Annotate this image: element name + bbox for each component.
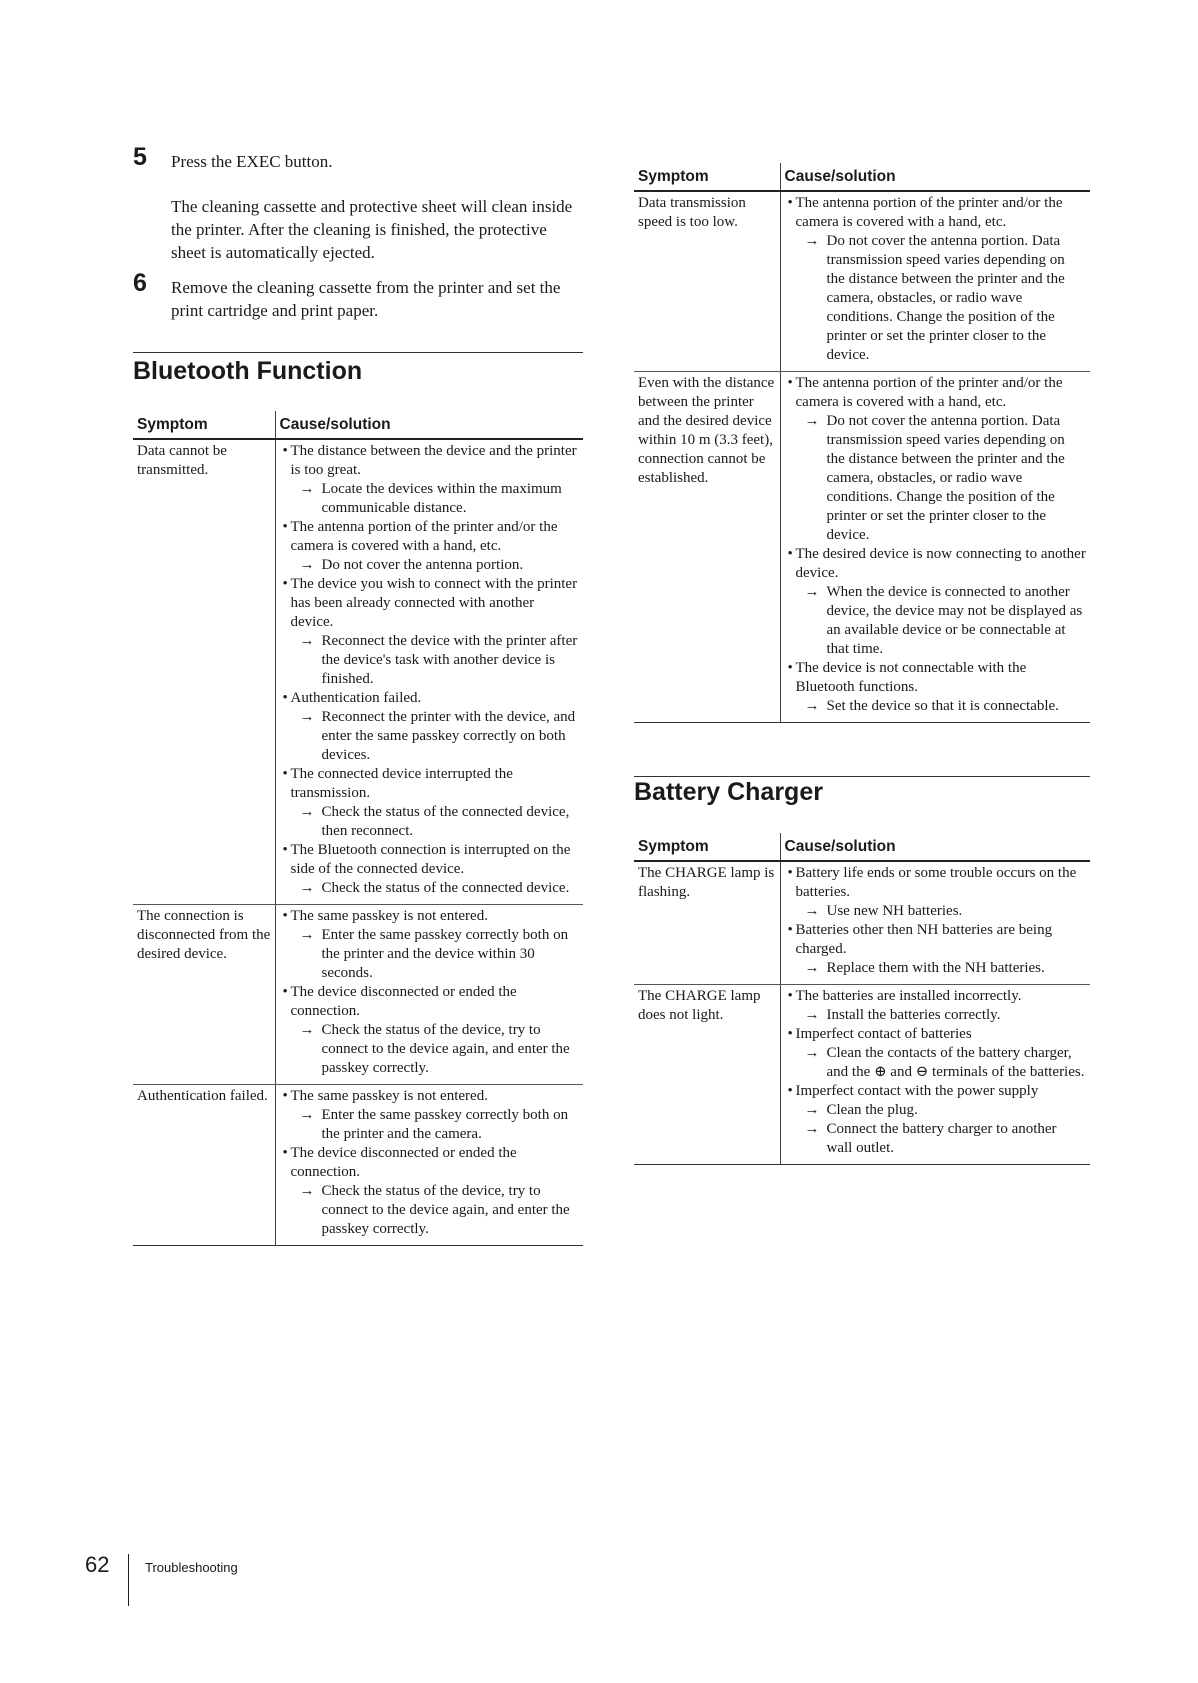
cause-item: • The device disconnected or ended the connection. bbox=[280, 1144, 580, 1182]
solution-item: → Set the device so that it is connectable. bbox=[785, 697, 1087, 716]
cause-item: • Battery life ends or some trouble occurs on the batteries. bbox=[785, 864, 1087, 902]
table-body bbox=[634, 861, 1090, 1165]
step-number: 6 bbox=[133, 269, 147, 297]
symptom-cell: Authentication failed. bbox=[133, 1085, 275, 1246]
solution-item: → Enter the same passkey correctly both on the printer and the camera. bbox=[280, 1106, 580, 1144]
cause-item: • The device is not connectable with the Bluetooth functions. bbox=[785, 659, 1087, 697]
symptom-cell: Data transmission speed is too low. bbox=[634, 191, 780, 372]
solution-item: → Install the batteries correctly. bbox=[785, 1006, 1087, 1025]
symptom-cell: The CHARGE lamp is flashing. bbox=[634, 861, 780, 985]
cause-solution-cell bbox=[780, 191, 1090, 372]
col-header-cause: Cause/solution bbox=[780, 163, 1090, 191]
solution-item: → When the device is connected to another device, the device may not be displayed as an available device or be connectable at that time. bbox=[785, 583, 1087, 659]
table-row bbox=[634, 985, 1090, 1165]
solution-item: → Do not cover the antenna portion. Data transmission speed varies depending on the distance between the printer and the camera, obstacles, or radio wave conditions. Change the position of the printer or set the printer closer to the device. bbox=[785, 412, 1087, 545]
cause-item: • The antenna portion of the printer and/or the camera is covered with a hand, etc. bbox=[785, 374, 1087, 412]
solution-item: → Check the status of the device, try to connect to the device again, and enter the passkey correctly. bbox=[280, 1021, 580, 1078]
solution-item: → Replace them with the NH batteries. bbox=[785, 959, 1087, 978]
page-number: 62 bbox=[85, 1552, 110, 1577]
step-detail: The cleaning cassette and protective sheet will clean inside the printer. After the cleaning is finished, the protective sheet is automatically ejected. bbox=[171, 197, 573, 262]
table-body bbox=[634, 191, 1090, 723]
solution-item: → Check the status of the device, try to connect to the device again, and enter the passkey correctly. bbox=[280, 1182, 580, 1239]
table-row bbox=[634, 191, 1090, 372]
solution-item: → Connect the battery charger to another wall outlet. bbox=[785, 1120, 1087, 1158]
left-column bbox=[133, 143, 583, 1246]
col-header-cause: Cause/solution bbox=[780, 833, 1090, 861]
col-header-symptom: Symptom bbox=[634, 163, 780, 191]
section-title: Battery Charger bbox=[634, 778, 823, 806]
col-header-cause: Cause/solution bbox=[275, 411, 583, 439]
solution-item: → Clean the contacts of the battery charger, and the ⊕ and ⊖ terminals of the batteries. bbox=[785, 1044, 1087, 1082]
solution-item: → Reconnect the device with the printer after the device's task with another device is finished. bbox=[280, 632, 580, 689]
cause-solution-cell bbox=[780, 861, 1090, 985]
cause-item: • The connected device interrupted the transmission. bbox=[280, 765, 580, 803]
cause-solution-cell bbox=[275, 1085, 583, 1246]
cause-item: • The distance between the device and the printer is too great. bbox=[280, 442, 580, 480]
right-column bbox=[634, 163, 1090, 1165]
cause-item: • Imperfect contact of batteries bbox=[785, 1025, 1087, 1044]
cause-item: • The antenna portion of the printer and/or the camera is covered with a hand, etc. bbox=[280, 518, 580, 556]
bluetooth-table bbox=[133, 411, 583, 1246]
solution-item: → Clean the plug. bbox=[785, 1101, 1087, 1120]
table-row bbox=[133, 439, 583, 905]
table-row bbox=[634, 372, 1090, 723]
step-text: Remove the cleaning cassette from the printer and set the print cartridge and print paper. bbox=[171, 278, 561, 320]
battery-table bbox=[634, 833, 1090, 1165]
cause-item: • The batteries are installed incorrectly. bbox=[785, 987, 1087, 1006]
symptom-cell: Data cannot be transmitted. bbox=[133, 439, 275, 905]
step-number: 5 bbox=[133, 143, 147, 171]
cause-solution-cell bbox=[780, 985, 1090, 1165]
cause-item: • The Bluetooth connection is interrupted on the side of the connected device. bbox=[280, 841, 580, 879]
solution-item: → Do not cover the antenna portion. Data transmission speed varies depending on the distance between the printer and the camera, obstacles, or radio wave conditions. Change the position of the printer or set the printer closer to the device. bbox=[785, 232, 1087, 365]
footer-divider bbox=[128, 1554, 129, 1606]
solution-item: → Check the status of the connected device. bbox=[280, 879, 580, 898]
table-row bbox=[133, 905, 583, 1085]
solution-item: → Reconnect the printer with the device, and enter the same passkey correctly on both devices. bbox=[280, 708, 580, 765]
cause-solution-cell bbox=[275, 439, 583, 905]
cause-item: • Batteries other then NH batteries are being charged. bbox=[785, 921, 1087, 959]
col-header-symptom: Symptom bbox=[133, 411, 275, 439]
cause-item: • The antenna portion of the printer and/or the camera is covered with a hand, etc. bbox=[785, 194, 1087, 232]
table-body bbox=[133, 439, 583, 1246]
symptom-cell: Even with the distance between the printer and the desired device within 10 m (3.3 feet), connection cannot be established. bbox=[634, 372, 780, 723]
footer-section-label: Troubleshooting bbox=[145, 1560, 238, 1575]
symptom-cell: The connection is disconnected from the desired device. bbox=[133, 905, 275, 1085]
cause-item: • The same passkey is not entered. bbox=[280, 907, 580, 926]
solution-item: → Do not cover the antenna portion. bbox=[280, 556, 580, 575]
step-5 bbox=[133, 143, 583, 264]
cause-solution-cell bbox=[780, 372, 1090, 723]
col-header-symptom: Symptom bbox=[634, 833, 780, 861]
step-text: Press the EXEC button. bbox=[171, 152, 333, 171]
solution-item: → Check the status of the connected device, then reconnect. bbox=[280, 803, 580, 841]
section-rule bbox=[133, 352, 583, 353]
table-row bbox=[133, 1085, 583, 1246]
cause-item: • The device you wish to connect with the printer has been already connected with another device. bbox=[280, 575, 580, 632]
cause-item: • Imperfect contact with the power supply bbox=[785, 1082, 1087, 1101]
solution-item: → Enter the same passkey correctly both on the printer and the device within 30 seconds. bbox=[280, 926, 580, 983]
solution-item: → Use new NH batteries. bbox=[785, 902, 1087, 921]
battery-section bbox=[634, 776, 1090, 1165]
cause-item: • The desired device is now connecting to another device. bbox=[785, 545, 1087, 583]
section-rule bbox=[634, 776, 1090, 777]
step-6 bbox=[133, 269, 583, 322]
bluetooth-continued-table bbox=[634, 163, 1090, 723]
cause-item: • The same passkey is not entered. bbox=[280, 1087, 580, 1106]
cause-solution-cell bbox=[275, 905, 583, 1085]
section-title: Bluetooth Function bbox=[133, 357, 363, 385]
table-row bbox=[634, 861, 1090, 985]
cause-item: • The device disconnected or ended the connection. bbox=[280, 983, 580, 1021]
bluetooth-section bbox=[133, 352, 583, 1246]
symptom-cell: The CHARGE lamp does not light. bbox=[634, 985, 780, 1165]
solution-item: → Locate the devices within the maximum communicable distance. bbox=[280, 480, 580, 518]
cause-item: • Authentication failed. bbox=[280, 689, 580, 708]
